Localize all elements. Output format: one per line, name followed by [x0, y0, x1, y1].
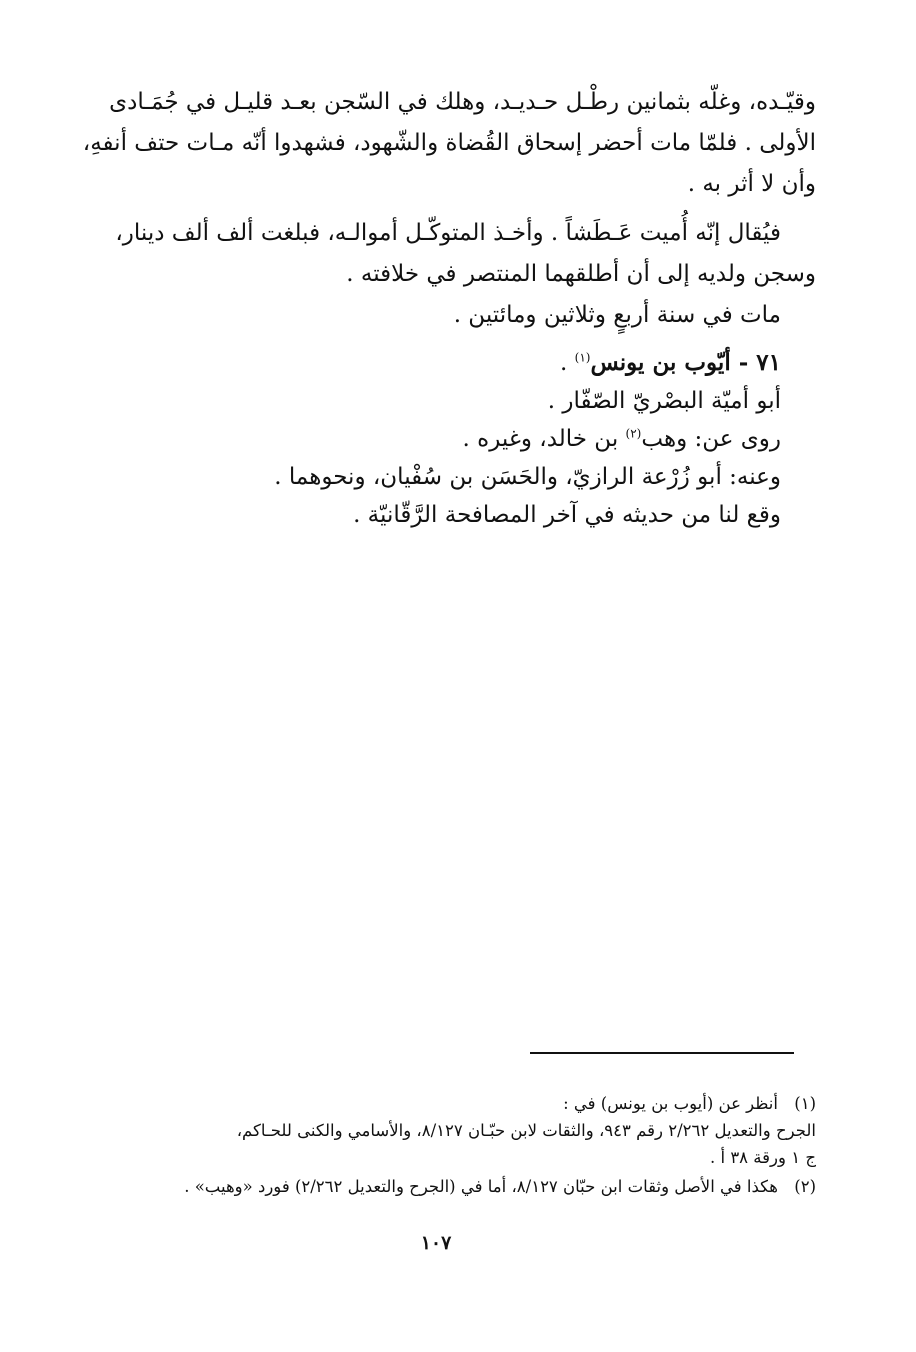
footnote-text	[88, 1173, 778, 1200]
footnote-ref: (١)	[574, 350, 591, 365]
paragraph-imprisonment	[82, 82, 816, 205]
entry-narrated-from	[88, 420, 816, 458]
narrated-from-text: روى عن: وهب	[641, 426, 781, 452]
entry-title: ٧١ - أيّوب بن يونس	[590, 349, 781, 376]
narrated-from-text-end: بن خالد، وغيره .	[462, 426, 626, 452]
footnote-ref: (٢)	[625, 426, 642, 441]
paragraph-death	[88, 213, 816, 336]
text-line: وأن لا أثر به .	[687, 171, 816, 197]
footnote-item	[88, 1090, 816, 1117]
text-line: الأولى . فلمّا مات أحضر إسحاق القُضاة والشّهود، فشهدوا أنّه مـات حتف أنفهِ،	[82, 130, 816, 156]
entry-kunya: أبو أميّة البصْريّ الصّفّار .	[547, 388, 781, 414]
footnote-separator	[530, 1052, 794, 1054]
biography-entry	[88, 344, 816, 534]
page-number: ١٠٧	[420, 1232, 452, 1254]
entry-title-end: .	[560, 350, 575, 376]
text-line: فيُقال إنّه أُميت عَـطَشاً . وأخـذ المتوكّـل أموالـه، فبلغت ألف ألف دينار،	[115, 220, 781, 246]
footnote-line: ج ١ ورقة ٣٨ أ .	[709, 1148, 816, 1167]
footnote-item	[88, 1173, 816, 1200]
text-line: وسجن ولديه إلى أن أطلقهما المنتصر في خلافته .	[346, 261, 816, 287]
footnote-continuation	[88, 1117, 816, 1171]
entry-narrators: وعنه: أبو زُرْعة الرازيّ، والحَسَن بن سُفْيان، ونحوهما .	[274, 464, 781, 490]
death-date-line: مات في سنة أربعٍ وثلاثين ومائتين .	[453, 302, 781, 328]
entry-heading	[88, 344, 816, 382]
entry-hadith-note: وقع لنا من حديثه في آخر المصافحة الرَّقّانيّة .	[353, 502, 781, 528]
footnotes	[88, 1090, 816, 1202]
footnote-line: الجرح والتعديل ٢/٢٦٢ رقم ٩٤٣، والثقات لابن حبّـان ٨/١٢٧، والأسامي والكنى للحـاكم،	[236, 1121, 816, 1140]
footnote-number: (١)	[794, 1094, 816, 1113]
footnote-line: أنظر عن (أيوب بن يونس) في :	[563, 1094, 778, 1113]
footnote-line: هكذا في الأصل وثقات ابن حبّان ٨/١٢٧، أما في (الجرح والتعديل ٢/٢٦٢) فورد «وهيب» .	[184, 1177, 778, 1196]
text-line: وقيّـده، وغلّه بثمانين رطْـل حـديـد، وهلك في السّجن بعـد قليـل في جُمَـادى	[109, 89, 816, 115]
footnote-text	[88, 1090, 778, 1117]
footnote-text	[88, 1117, 816, 1171]
footnote-number: (٢)	[794, 1177, 816, 1196]
main-text	[82, 82, 816, 534]
